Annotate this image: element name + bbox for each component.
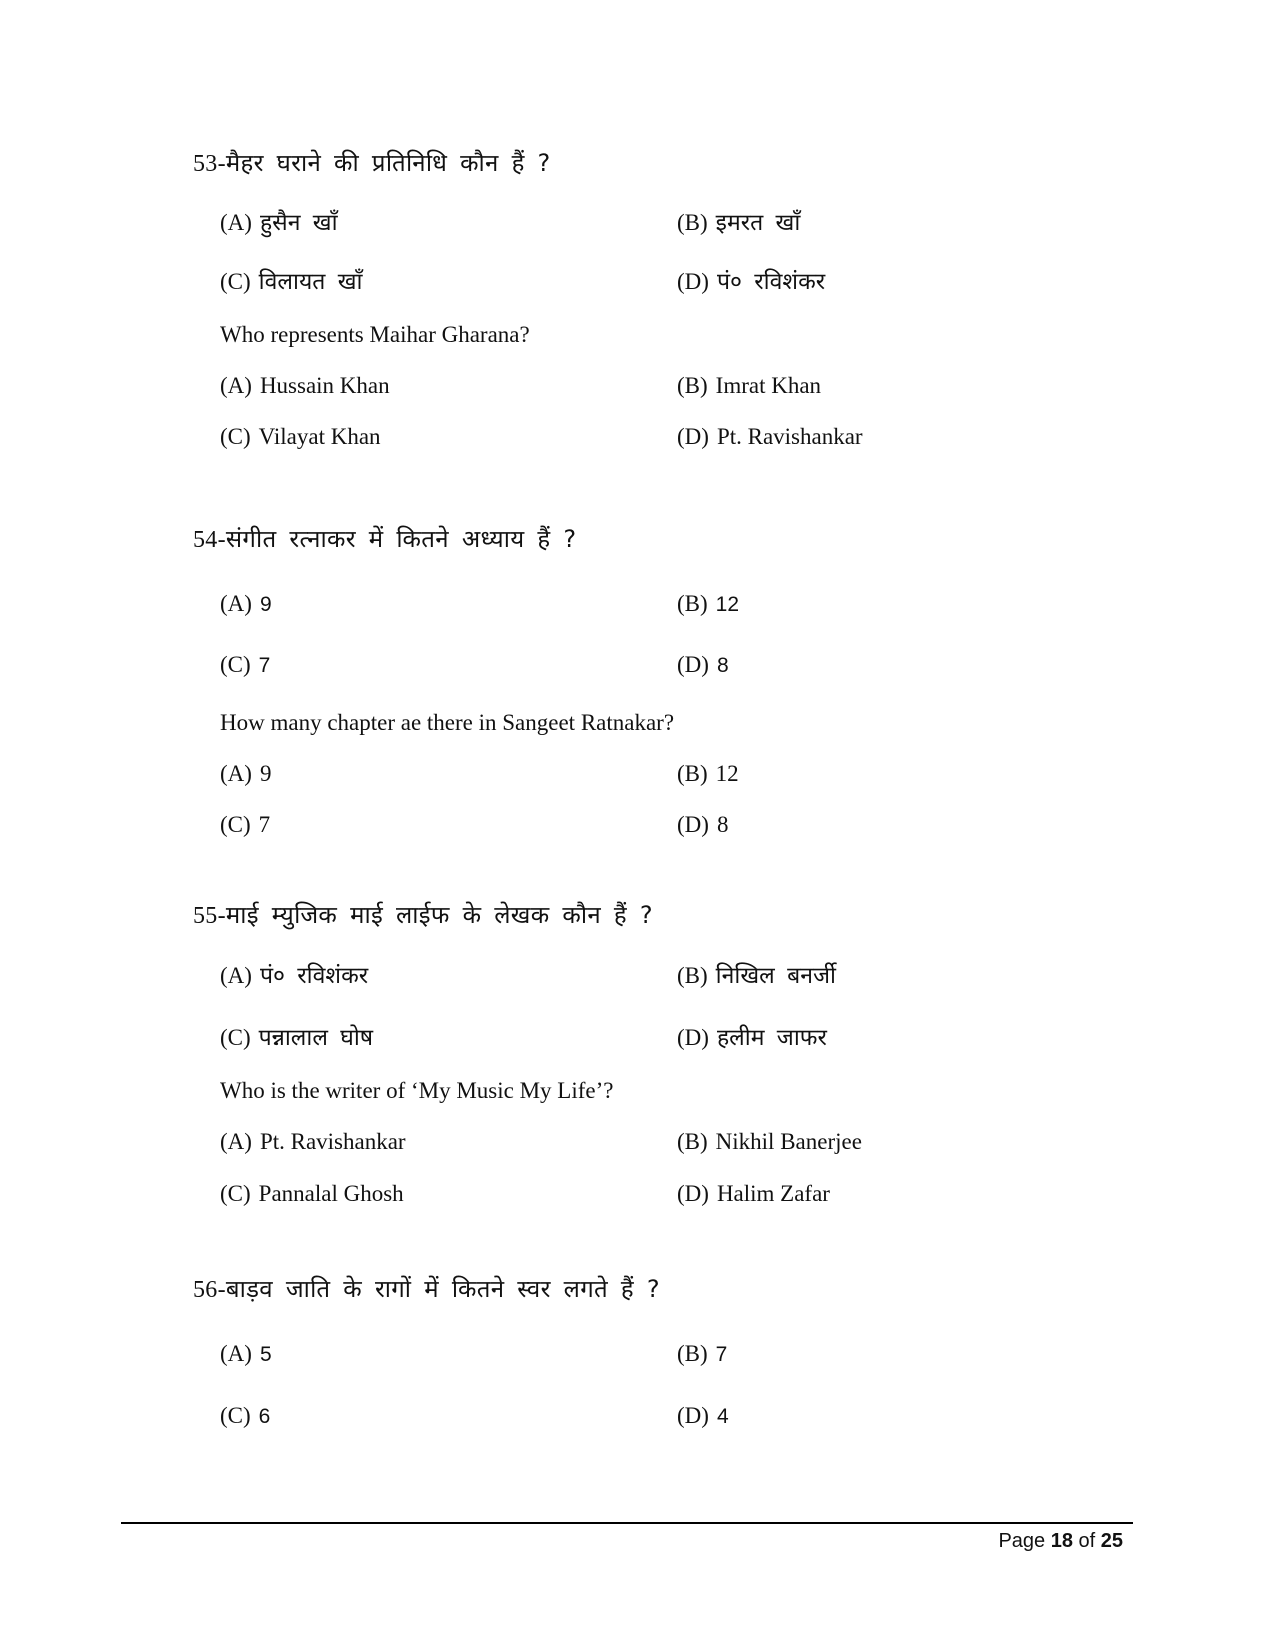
option-hindi-d	[677, 652, 729, 678]
question-title	[193, 898, 653, 931]
option-english-a	[220, 761, 271, 787]
option-hindi-a	[220, 205, 338, 237]
option-text: 8	[716, 654, 729, 677]
question-text-hindi: माई म्युजिक माई लाईफ के लेखक कौन हैं ?	[225, 901, 653, 929]
option-letter: (C)	[220, 1403, 251, 1428]
option-text: Hussain Khan	[259, 373, 390, 398]
option-english-a	[220, 373, 390, 399]
question-text-english: Who represents Maihar Gharana?	[220, 322, 530, 347]
option-letter: (B)	[677, 1341, 708, 1366]
option-letter: (A)	[220, 210, 252, 235]
option-text: 7	[258, 654, 271, 677]
option-text: 8	[716, 812, 729, 837]
option-hindi-c	[220, 264, 363, 296]
option-hindi-c	[220, 652, 270, 678]
option-english-c	[220, 812, 270, 838]
option-hindi-d	[677, 1020, 827, 1052]
option-text: 12	[715, 593, 740, 616]
option-text: Nikhil Banerjee	[715, 1129, 862, 1154]
option-text: Halim Zafar	[716, 1181, 830, 1206]
option-english-b	[677, 1129, 862, 1155]
question-number: 53-	[193, 151, 226, 177]
option-text: Pt. Ravishankar	[259, 1129, 406, 1154]
option-letter: (D)	[677, 812, 709, 837]
option-english-c	[220, 1181, 404, 1207]
option-hindi-a	[220, 1341, 272, 1367]
option-letter: (B)	[677, 591, 708, 616]
option-letter: (C)	[220, 1025, 251, 1050]
option-text: 9	[259, 761, 272, 786]
option-text: Pt. Ravishankar	[716, 424, 863, 449]
option-letter: (A)	[220, 591, 252, 616]
option-english-c	[220, 424, 381, 450]
option-text: पन्नालाल घोष	[258, 1025, 374, 1051]
option-letter: (A)	[220, 761, 252, 786]
option-text: पं० रविशंकर	[716, 269, 826, 295]
question-title	[193, 522, 576, 555]
question-number: 56-	[193, 1277, 226, 1303]
option-letter: (D)	[677, 269, 709, 294]
option-text: 6	[258, 1405, 271, 1428]
question-number: 55-	[193, 903, 226, 929]
option-hindi-a	[220, 591, 272, 617]
page-of: of	[1072, 1530, 1101, 1552]
question-text-hindi: बाड़व जाति के रागों में कितने स्वर लगते हैं ?	[225, 1275, 660, 1303]
option-letter: (D)	[677, 424, 709, 449]
option-hindi-b	[677, 205, 800, 237]
option-letter: (C)	[220, 1181, 251, 1206]
option-letter: (B)	[677, 963, 708, 988]
page-current: 18	[1050, 1530, 1073, 1552]
option-english-d	[677, 812, 728, 838]
option-letter: (B)	[677, 373, 708, 398]
option-letter: (A)	[220, 373, 252, 398]
question-title	[193, 146, 551, 179]
option-text: इमरत खाँ	[715, 210, 801, 236]
option-english-d	[677, 424, 863, 450]
option-text: 9	[259, 593, 272, 616]
option-english-b	[677, 761, 739, 787]
option-text: 5	[259, 1343, 272, 1366]
option-hindi-c	[220, 1403, 270, 1429]
option-hindi-b	[677, 591, 739, 617]
option-text: विलायत खाँ	[258, 269, 363, 295]
option-letter: (A)	[220, 963, 252, 988]
option-letter: (B)	[677, 210, 708, 235]
question-number: 54-	[193, 527, 226, 553]
question-text-english: How many chapter ae there in Sangeet Ratnakar?	[220, 710, 675, 735]
option-text: पं० रविशंकर	[259, 963, 369, 989]
question-text-hindi: संगीत रत्नाकर में कितने अध्याय हैं ?	[225, 525, 577, 553]
page-total: 25	[1100, 1530, 1123, 1552]
page-prefix: Page	[998, 1530, 1051, 1552]
option-text: निखिल बनर्जी	[715, 963, 836, 989]
option-text: 4	[716, 1405, 729, 1428]
option-letter: (C)	[220, 652, 251, 677]
option-text: हलीम जाफर	[716, 1025, 827, 1051]
option-hindi-b	[677, 958, 836, 990]
option-english-d	[677, 1181, 830, 1207]
question-title	[193, 1272, 660, 1305]
option-hindi-d	[677, 264, 825, 296]
question-text-english: Who is the writer of ‘My Music My Life’?	[220, 1078, 614, 1103]
page-number	[998, 1530, 1123, 1553]
option-letter: (D)	[677, 1403, 709, 1428]
option-letter: (A)	[220, 1129, 252, 1154]
option-hindi-a	[220, 958, 368, 990]
option-letter: (D)	[677, 1025, 709, 1050]
option-text: 12	[715, 761, 739, 786]
option-letter: (B)	[677, 1129, 708, 1154]
option-text: Vilayat Khan	[258, 424, 381, 449]
option-hindi-d	[677, 1403, 729, 1429]
option-letter: (D)	[677, 1181, 709, 1206]
footer-divider	[121, 1522, 1133, 1524]
option-text: हुसैन खाँ	[259, 210, 338, 236]
option-hindi-c	[220, 1020, 373, 1052]
option-english-a	[220, 1129, 406, 1155]
option-text: Imrat Khan	[715, 373, 822, 398]
option-letter: (C)	[220, 269, 251, 294]
option-letter: (C)	[220, 812, 251, 837]
option-letter: (D)	[677, 652, 709, 677]
option-english-b	[677, 373, 821, 399]
option-text: 7	[258, 812, 271, 837]
option-letter: (A)	[220, 1341, 252, 1366]
option-text: 7	[715, 1343, 728, 1366]
option-letter: (B)	[677, 761, 708, 786]
question-text-hindi: मैहर घराने की प्रतिनिधि कौन हैं ?	[225, 149, 551, 177]
option-text: Pannalal Ghosh	[258, 1181, 404, 1206]
option-letter: (C)	[220, 424, 251, 449]
option-hindi-b	[677, 1341, 727, 1367]
